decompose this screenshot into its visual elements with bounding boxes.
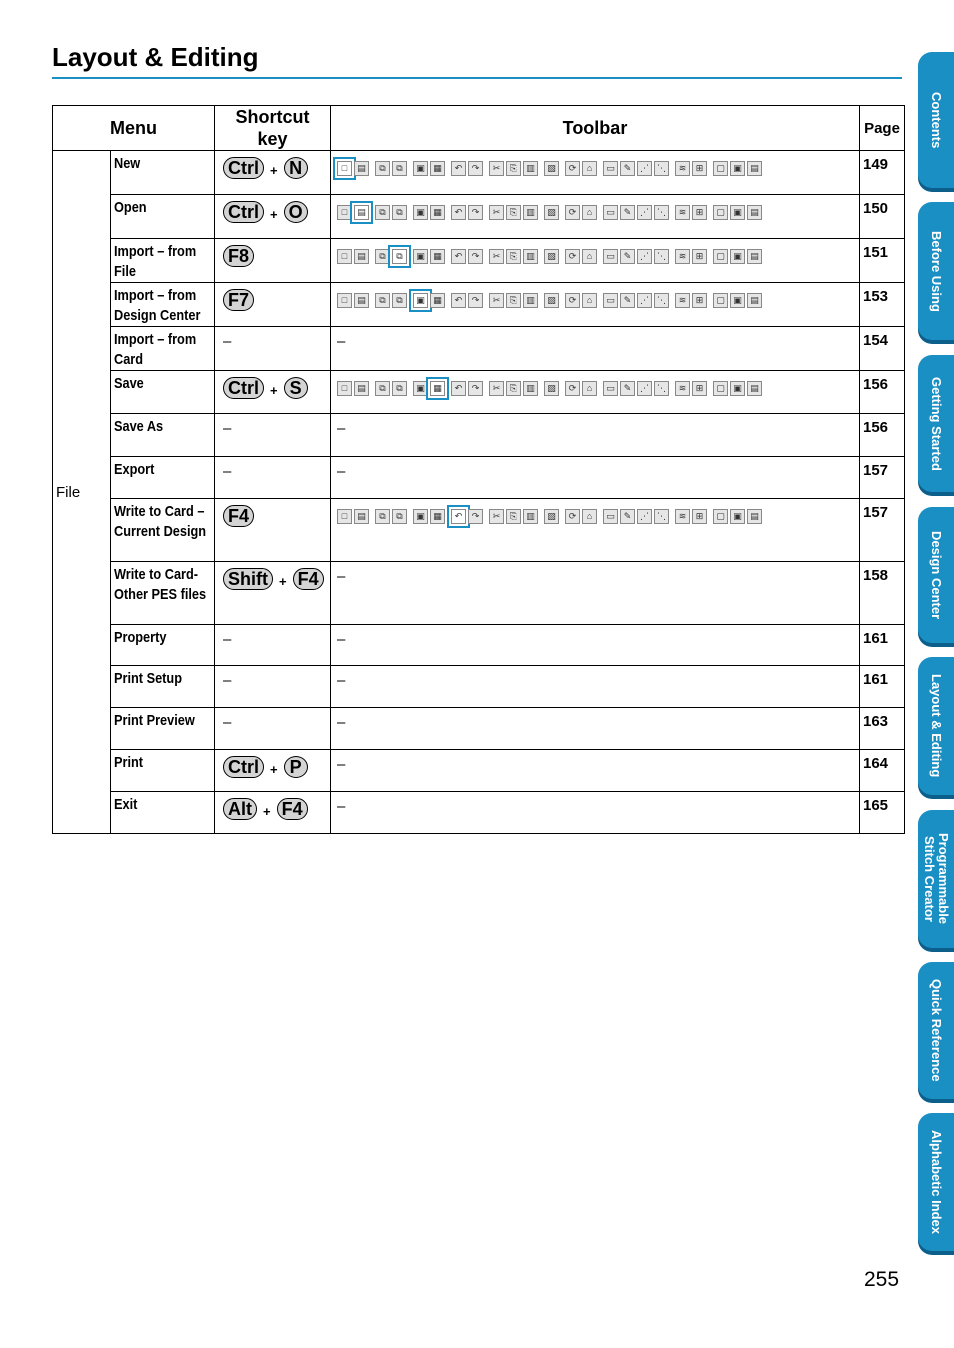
toolbar-icon: ▢: [713, 381, 728, 396]
tab-label: Design Center: [929, 530, 944, 620]
plus-sign: +: [270, 162, 278, 178]
toolbar-icon: ↶: [451, 293, 466, 308]
menu-item-label: Write to Card – Current Design: [114, 503, 207, 540]
tab-quick-reference[interactable]: [918, 962, 954, 1099]
shortcut-cell: [215, 195, 331, 239]
no-toolbar-dash: –: [337, 798, 346, 815]
tab-label: Programmable Stitch Creator: [922, 833, 951, 925]
toolbar-icon: ↷: [468, 509, 483, 524]
toolbar-icon: ▭: [603, 381, 618, 396]
tab-layout-editing[interactable]: [918, 657, 954, 795]
table-row: [53, 371, 905, 414]
table-row: [53, 414, 905, 457]
menu-item-label: Import – from File: [114, 243, 197, 280]
toolbar-icon: ▤: [747, 509, 762, 524]
menu-item-label: Print Setup: [114, 670, 183, 687]
toolbar-highlighted-icon: ▣: [413, 293, 428, 308]
menu-item-cell: [111, 562, 215, 625]
toolbar-icon: ▥: [523, 381, 538, 396]
toolbar-icon: ✎: [620, 381, 635, 396]
menu-item-label: New: [114, 155, 141, 172]
toolbar-icon: ⎘: [506, 293, 521, 308]
toolbar-cell: [331, 283, 860, 327]
menu-item-label: Print Preview: [114, 712, 195, 729]
toolbar-icon: ▢: [713, 205, 728, 220]
shortcut-cell: [215, 708, 331, 750]
toolbar-icon: ⧉: [375, 161, 390, 176]
toolbar-icon: ▧: [544, 381, 559, 396]
toolbar-icon: ▭: [603, 161, 618, 176]
table-row: [53, 708, 905, 750]
toolbar-icon: ⧉: [375, 205, 390, 220]
page-ref: 165: [860, 792, 905, 834]
menu-item-label: Import – from Design Center: [114, 287, 201, 324]
tab-alphabetic-index[interactable]: [918, 1113, 954, 1251]
menu-item-cell: [111, 195, 215, 239]
menu-item-label: Save As: [114, 418, 164, 435]
toolbar-icon: ⧉: [375, 381, 390, 396]
toolbar-icon: ▣: [730, 205, 745, 220]
toolbar-icon: ↷: [468, 381, 483, 396]
toolbar-icon: ▤: [354, 249, 369, 264]
shortcut-cell: [215, 371, 331, 414]
menu-item-cell: [111, 708, 215, 750]
shortcut-cell: [215, 239, 331, 283]
table-row: [53, 151, 905, 195]
page-ref: 164: [860, 750, 905, 792]
menu-item-cell: [111, 792, 215, 834]
no-toolbar-dash: –: [337, 333, 346, 350]
no-shortcut-dash: –: [223, 463, 232, 480]
key-ctrl: Ctrl: [223, 756, 264, 778]
toolbar-icon: ↶: [451, 205, 466, 220]
toolbar-icon: □: [337, 205, 352, 220]
key-f4: F4: [293, 568, 324, 590]
tab-label: Before Using: [929, 230, 944, 312]
toolbar-icon: ⋱: [654, 293, 669, 308]
toolbar-icon: ▤: [747, 161, 762, 176]
menu-item-cell: [111, 457, 215, 499]
toolbar-icon: ✎: [620, 509, 635, 524]
menu-item-label: Write to Card- Other PES files: [114, 566, 207, 603]
toolbar-header: Toolbar: [331, 106, 860, 151]
toolbar-icon: ⋰: [637, 509, 652, 524]
shortcut-cell: [215, 562, 331, 625]
page-ref: 158: [860, 562, 905, 625]
toolbar-icon: ⟳: [565, 205, 580, 220]
no-shortcut-dash: –: [223, 420, 232, 437]
toolbar-icon: ▤: [747, 249, 762, 264]
tab-label: Quick Reference: [929, 979, 944, 1082]
toolbar-icon: ⧉: [375, 249, 390, 264]
toolbar-icon: ⊞: [692, 381, 707, 396]
toolbar-icon: ⎘: [506, 381, 521, 396]
toolbar-icon: ▦: [430, 249, 445, 264]
toolbar-icon: ▭: [603, 293, 618, 308]
tab-label: Getting Started: [929, 376, 944, 471]
page-ref: 161: [860, 625, 905, 666]
shortcut-cell: [215, 414, 331, 457]
menu-table: [52, 105, 905, 834]
key-ctrl: Ctrl: [223, 377, 264, 399]
key-f8: F8: [223, 245, 254, 267]
toolbar-icon: ▧: [544, 293, 559, 308]
shortcut-cell: [215, 151, 331, 195]
toolbar-icon: ⌂: [582, 161, 597, 176]
toolbar-icon: ⋱: [654, 161, 669, 176]
toolbar-cell: [331, 239, 860, 283]
toolbar-icon: ⌂: [582, 205, 597, 220]
toolbar-icon: ▢: [713, 249, 728, 264]
toolbar-icon: ≋: [675, 249, 690, 264]
toolbar-icon: □: [337, 249, 352, 264]
page-ref: 151: [860, 239, 905, 283]
toolbar-strip: [337, 157, 859, 179]
toolbar-icon: ⧉: [392, 161, 407, 176]
toolbar-icon: ⎘: [506, 249, 521, 264]
toolbar-cell: [331, 371, 860, 414]
menu-item-label: Print: [114, 754, 144, 771]
toolbar-cell: [331, 195, 860, 239]
page-ref: 154: [860, 327, 905, 371]
toolbar-icon: ▢: [713, 161, 728, 176]
toolbar-icon: ⟳: [565, 293, 580, 308]
key-alt: Alt: [223, 798, 257, 820]
toolbar-cell: [331, 708, 860, 750]
page-ref: 156: [860, 414, 905, 457]
toolbar-icon: ≋: [675, 293, 690, 308]
toolbar-icon: ▤: [747, 381, 762, 396]
table-row: [53, 283, 905, 327]
key-f7: F7: [223, 289, 254, 311]
toolbar-icon: ▥: [523, 161, 538, 176]
menu-item-cell: [111, 499, 215, 562]
toolbar-icon: ▧: [544, 161, 559, 176]
toolbar-icon: ▤: [354, 161, 369, 176]
toolbar-cell: [331, 625, 860, 666]
key-ctrl: Ctrl: [223, 201, 264, 223]
toolbar-icon: ▦: [430, 293, 445, 308]
toolbar-icon: ▢: [713, 293, 728, 308]
toolbar-cell: [331, 151, 860, 195]
toolbar-icon: ⎘: [506, 205, 521, 220]
toolbar-icon: ↷: [468, 205, 483, 220]
key-p: P: [284, 756, 308, 778]
toolbar-icon: ⋰: [637, 205, 652, 220]
no-toolbar-dash: –: [337, 568, 346, 585]
no-shortcut-dash: –: [223, 714, 232, 731]
plus-sign: +: [270, 761, 278, 777]
toolbar-icon: ▭: [603, 509, 618, 524]
toolbar-strip: [337, 505, 859, 527]
menu-item-cell: [111, 625, 215, 666]
toolbar-icon: ✂: [489, 509, 504, 524]
toolbar-icon: ⎘: [506, 161, 521, 176]
key-shift: Shift: [223, 568, 273, 590]
toolbar-icon: ⧉: [392, 381, 407, 396]
menu-item-cell: [111, 414, 215, 457]
toolbar-icon: ▤: [354, 509, 369, 524]
toolbar-icon: ⊞: [692, 249, 707, 264]
toolbar-icon: ✂: [489, 249, 504, 264]
title-rule: [52, 77, 902, 79]
menu-item-label: Open: [114, 199, 147, 216]
toolbar-icon: ↷: [468, 293, 483, 308]
toolbar-icon: ✂: [489, 293, 504, 308]
tab-programmable-stitch-creator[interactable]: [918, 810, 954, 948]
toolbar-icon: ▦: [430, 509, 445, 524]
shortcut-cell: [215, 499, 331, 562]
menu-group-file: File: [53, 151, 111, 834]
tab-label: Layout & Editing: [929, 674, 944, 778]
table-row: [53, 327, 905, 371]
toolbar-icon: ✂: [489, 205, 504, 220]
toolbar-highlighted-icon: ▦: [430, 381, 445, 396]
key-n: N: [284, 157, 308, 179]
toolbar-icon: ▣: [730, 509, 745, 524]
toolbar-icon: ▤: [747, 293, 762, 308]
toolbar-icon: ↶: [451, 161, 466, 176]
toolbar-icon: ⌂: [582, 293, 597, 308]
menu-item-cell: [111, 371, 215, 414]
toolbar-strip: [337, 377, 859, 399]
tab-label: Alphabetic Index: [929, 1129, 944, 1235]
toolbar-icon: ✎: [620, 205, 635, 220]
menu-item-label: Property: [114, 629, 167, 646]
toolbar-icon: ⊞: [692, 509, 707, 524]
toolbar-icon: ⎘: [506, 509, 521, 524]
toolbar-icon: ▤: [747, 205, 762, 220]
toolbar-icon: ▢: [713, 509, 728, 524]
toolbar-icon: ▣: [730, 293, 745, 308]
toolbar-icon: ⟳: [565, 509, 580, 524]
toolbar-highlighted-icon: ↶: [451, 509, 466, 524]
table-row: [53, 792, 905, 834]
table-row: [53, 457, 905, 499]
toolbar-icon: ▣: [730, 161, 745, 176]
toolbar-icon: ✎: [620, 293, 635, 308]
toolbar-icon: ⊞: [692, 205, 707, 220]
tab-getting-started[interactable]: [918, 355, 954, 492]
toolbar-cell: [331, 327, 860, 371]
toolbar-icon: ↷: [468, 161, 483, 176]
toolbar-icon: ≋: [675, 509, 690, 524]
toolbar-highlighted-icon: ▤: [354, 205, 369, 220]
no-toolbar-dash: –: [337, 463, 346, 480]
toolbar-icon: ⊞: [692, 293, 707, 308]
menu-item-cell: [111, 151, 215, 195]
toolbar-icon: ⌂: [582, 509, 597, 524]
no-toolbar-dash: –: [337, 756, 346, 773]
page-header: Page: [860, 106, 905, 151]
toolbar-icon: ⋱: [654, 381, 669, 396]
shortcut-cell: [215, 792, 331, 834]
plus-sign: +: [270, 382, 278, 398]
page-ref: 157: [860, 499, 905, 562]
table-row: [53, 499, 905, 562]
table-row: [53, 666, 905, 708]
menu-item-label: Exit: [114, 796, 138, 813]
toolbar-cell: [331, 792, 860, 834]
table-row: [53, 625, 905, 666]
toolbar-icon: ⧉: [392, 509, 407, 524]
toolbar-icon: □: [337, 509, 352, 524]
toolbar-icon: ⋱: [654, 249, 669, 264]
tab-design-center[interactable]: [918, 507, 954, 643]
toolbar-icon: ▭: [603, 205, 618, 220]
no-shortcut-dash: –: [223, 333, 232, 350]
table-row: [53, 239, 905, 283]
toolbar-icon: ⋰: [637, 161, 652, 176]
toolbar-icon: ▣: [413, 381, 428, 396]
toolbar-icon: ⌂: [582, 249, 597, 264]
toolbar-cell: [331, 457, 860, 499]
toolbar-icon: ≋: [675, 205, 690, 220]
shortcut-header: Shortcut key: [215, 106, 331, 151]
toolbar-icon: ✎: [620, 161, 635, 176]
page-ref: 153: [860, 283, 905, 327]
key-f4: F4: [277, 798, 308, 820]
toolbar-icon: ✎: [620, 249, 635, 264]
toolbar-icon: ⧉: [392, 293, 407, 308]
menu-item-label: Save: [114, 375, 144, 392]
menu-item-cell: [111, 239, 215, 283]
toolbar-icon: ⊞: [692, 161, 707, 176]
toolbar-icon: ▣: [730, 381, 745, 396]
key-s: S: [284, 377, 308, 399]
toolbar-icon: ▥: [523, 205, 538, 220]
no-toolbar-dash: –: [337, 420, 346, 437]
key-f4: F4: [223, 505, 254, 527]
plus-sign: +: [279, 573, 287, 589]
toolbar-icon: ▥: [523, 293, 538, 308]
toolbar-icon: ▦: [430, 161, 445, 176]
page-ref: 161: [860, 666, 905, 708]
toolbar-icon: ▣: [413, 509, 428, 524]
toolbar-cell: [331, 414, 860, 457]
plus-sign: +: [270, 206, 278, 222]
page-ref: 150: [860, 195, 905, 239]
toolbar-icon: ▭: [603, 249, 618, 264]
toolbar-highlighted-icon: □: [337, 161, 352, 176]
toolbar-cell: [331, 562, 860, 625]
page-title: Layout & Editing: [52, 42, 259, 72]
menu-item-label: Import – from Card: [114, 331, 197, 368]
toolbar-icon: ⋰: [637, 249, 652, 264]
menu-item-cell: [111, 750, 215, 792]
toolbar-strip: [337, 245, 859, 267]
toolbar-highlighted-icon: ⧉: [392, 249, 407, 264]
no-toolbar-dash: –: [337, 672, 346, 689]
toolbar-icon: ▣: [413, 249, 428, 264]
toolbar-strip: [337, 201, 859, 223]
toolbar-cell: [331, 666, 860, 708]
tab-label: Contents: [929, 91, 944, 149]
header-row: [53, 106, 905, 151]
toolbar-icon: ▣: [413, 161, 428, 176]
toolbar-icon: ≋: [675, 381, 690, 396]
toolbar-icon: ⋰: [637, 293, 652, 308]
table-row: [53, 195, 905, 239]
menu-item-cell: [111, 283, 215, 327]
menu-header: Menu: [53, 106, 215, 151]
toolbar-icon: ⧉: [375, 293, 390, 308]
toolbar-icon: ✂: [489, 381, 504, 396]
toolbar-icon: ▧: [544, 509, 559, 524]
menu-item-cell: [111, 666, 215, 708]
page-ref: 156: [860, 371, 905, 414]
toolbar-icon: ↶: [451, 381, 466, 396]
toolbar-icon: ▦: [430, 205, 445, 220]
toolbar-icon: ⋱: [654, 509, 669, 524]
toolbar-icon: ⋰: [637, 381, 652, 396]
plus-sign: +: [263, 803, 271, 819]
no-shortcut-dash: –: [223, 672, 232, 689]
shortcut-cell: [215, 750, 331, 792]
page-ref: 157: [860, 457, 905, 499]
shortcut-cell: [215, 457, 331, 499]
toolbar-strip: [337, 289, 859, 311]
no-toolbar-dash: –: [337, 631, 346, 648]
no-toolbar-dash: –: [337, 714, 346, 731]
toolbar-icon: ⌂: [582, 381, 597, 396]
toolbar-cell: [331, 499, 860, 562]
table-row: [53, 750, 905, 792]
page-ref: 163: [860, 708, 905, 750]
toolbar-icon: ⟳: [565, 249, 580, 264]
toolbar-icon: ▧: [544, 249, 559, 264]
toolbar-icon: ▣: [730, 249, 745, 264]
toolbar-icon: □: [337, 293, 352, 308]
toolbar-icon: ⟳: [565, 381, 580, 396]
toolbar-icon: ⟳: [565, 161, 580, 176]
toolbar-icon: ▤: [354, 293, 369, 308]
toolbar-icon: ▤: [354, 381, 369, 396]
toolbar-icon: ⋱: [654, 205, 669, 220]
toolbar-icon: ▥: [523, 509, 538, 524]
toolbar-icon: ▥: [523, 249, 538, 264]
toolbar-icon: ≋: [675, 161, 690, 176]
toolbar-icon: ✂: [489, 161, 504, 176]
shortcut-cell: [215, 625, 331, 666]
shortcut-cell: [215, 666, 331, 708]
toolbar-icon: ⧉: [392, 205, 407, 220]
toolbar-icon: ⧉: [375, 509, 390, 524]
menu-item-label: Export: [114, 461, 155, 478]
key-o: O: [284, 201, 308, 223]
toolbar-icon: ↶: [451, 249, 466, 264]
toolbar-icon: ▣: [413, 205, 428, 220]
tab-contents[interactable]: [918, 52, 954, 188]
toolbar-icon: ↷: [468, 249, 483, 264]
shortcut-cell: [215, 327, 331, 371]
no-shortcut-dash: –: [223, 631, 232, 648]
page-ref: 149: [860, 151, 905, 195]
key-ctrl: Ctrl: [223, 157, 264, 179]
page-number: 255: [864, 1268, 900, 1291]
shortcut-cell: [215, 283, 331, 327]
menu-item-cell: [111, 327, 215, 371]
toolbar-cell: [331, 750, 860, 792]
tab-before-using[interactable]: [918, 202, 954, 340]
toolbar-icon: □: [337, 381, 352, 396]
table-row: [53, 562, 905, 625]
toolbar-icon: ▧: [544, 205, 559, 220]
